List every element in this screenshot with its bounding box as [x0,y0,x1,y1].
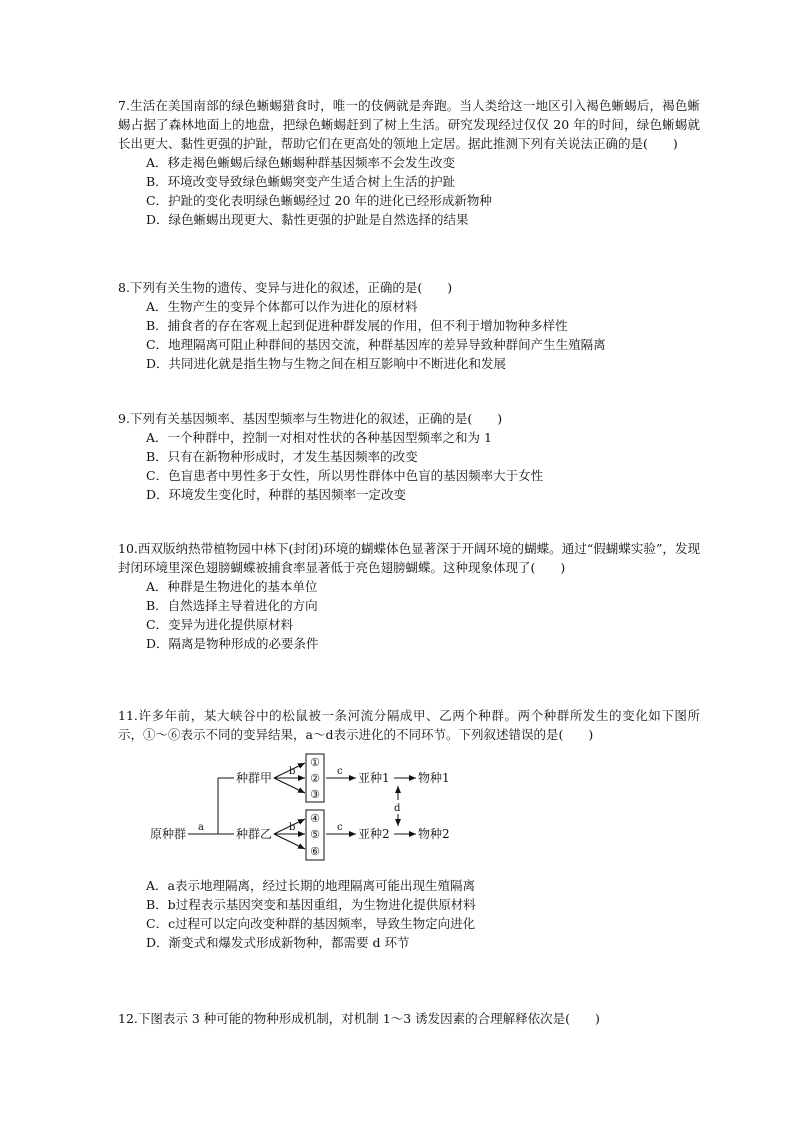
question-7-option-a: A．移走褐色蜥蜴后绿色蜥蜴种群基因频率不会发生改变 [146,155,456,170]
label-subspecies-1: 亚种1 [358,771,390,785]
question-7-stem: 7.生活在美国南部的绿色蜥蜴猎食时，唯一的伎俩就是奔跑。当人类给这一地区引入褐色蜥蜴后，褐色蜥蜴占据了森林地面上的地盘，把绿色蜥蜴赶到了树上生活。研究发现经过仅仅 20 年的时间，绿色蜥蜴就长出更大、黏性更强的护趾，帮助它们在更高处的领地上定居。据此推测下列有关说法正确的是( ) [118,98,700,151]
question-7 [118,96,700,229]
question-7-option-b: B．环境改变导致绿色蜥蜴突变产生适合树上生活的护趾 [146,174,456,189]
speciation-diagram [148,750,478,866]
label-c-bottom: c [337,822,343,833]
question-8-option-d: D．共同进化就是指生物与生物之间在相互影响中不断进化和发展 [146,356,507,371]
question-8-option-b: B．捕食者的存在客观上起到促进种群发展的作用，但不利于增加物种多样性 [146,318,568,333]
question-10-option-b: B．自然选择主导着进化的方向 [146,598,318,613]
label-original-population: 原种群 [150,827,187,841]
label-a: a [198,822,204,833]
question-10 [118,539,700,653]
arrow-b3 [274,834,305,849]
label-species-1: 物种1 [418,771,450,785]
question-10-option-a: A．种群是生物进化的基本单位 [146,579,318,594]
label-subspecies-2: 亚种2 [358,827,390,841]
question-10-option-d: D．隔离是物种形成的必要条件 [146,636,319,651]
label-b-bottom: b [289,822,296,833]
question-9 [118,409,700,504]
question-9-option-c: C．色盲患者中男性多于女性，所以男性群体中色盲的基因频率大于女性 [146,468,544,483]
arrow-a3 [274,778,305,793]
question-11-stem: 11.许多年前，某大峡谷中的松鼠被一条河流分隔成甲、乙两个种群。两个种群所发生的变化如下图所示，①～⑥表示不同的变异结果，a～d表示进化的不同环节。下列叙述错误的是( ) [118,708,700,742]
label-population-a: 种群甲 [236,771,273,785]
question-9-stem: 9.下列有关基因频率、基因型频率与生物进化的叙述，正确的是( ) [118,411,503,426]
question-9-option-b: B．只有在新物种形成时，才发生基因频率的改变 [146,449,418,464]
question-11-option-b: B．b过程表示基因突变和基因重组，为生物进化提供原材料 [146,897,476,912]
mutation-5: ⑤ [310,828,320,841]
mutation-6: ⑥ [310,845,320,858]
question-7-option-d: D．绿色蜥蜴出现更大、黏性更强的护趾是自然选择的结果 [146,212,469,227]
question-9-option-d: D．环境发生变化时，种群的基因频率一定改变 [146,487,407,502]
mutation-1: ① [310,756,320,769]
label-d: d [394,803,401,814]
question-10-option-c: C．变异为进化提供原材料 [146,617,294,632]
mutation-3: ③ [310,788,320,801]
question-11 [118,706,700,744]
question-7-option-c: C．护趾的变化表明绿色蜥蜴经过 20 年的进化已经形成新物种 [146,193,492,208]
mutation-2: ② [310,772,320,785]
label-population-b: 种群乙 [236,827,273,841]
label-species-2: 物种2 [418,827,450,841]
question-8 [118,278,700,373]
label-b-top: b [289,766,296,777]
question-9-option-a: A．一个种群中，控制一对相对性状的各种基因型频率之和为 1 [146,430,492,445]
question-8-stem: 8.下列有关生物的遗传、变异与进化的叙述，正确的是( ) [118,280,453,295]
question-11-options [118,876,700,952]
question-10-stem: 10.西双版纳热带植物园中林下(封闭)环境的蝴蝶体色显著深于开阔环境的蝴蝶。通过“假蝴蝶实验”，发现封闭环境里深色翅膀蝴蝶被捕食率显著低于亮色翅膀蝴蝶。这种现象体现了( ) [118,541,700,575]
question-12-stem: 12.下图表示 3 种可能的物种形成机制，对机制 1～3 诱发因素的合理解释依次是( ) [118,1011,600,1026]
question-11-option-d: D．渐变式和爆发式形成新物种，都需要 d 环节 [146,935,410,950]
question-11-option-c: C．c过程可以定向改变种群的基因频率，导致生物定向进化 [146,916,476,931]
question-8-option-a: A．生物产生的变异个体都可以作为进化的原材料 [146,299,418,314]
label-c-top: c [337,766,343,777]
question-12 [118,1009,700,1028]
question-11-option-a: A．a表示地理隔离，经过长期的地理隔离可能出现生殖隔离 [146,878,475,893]
mutation-4: ④ [310,812,320,825]
question-8-option-c: C．地理隔离可阻止种群间的基因交流，种群基因库的差异导致种群间产生生殖隔离 [146,337,606,352]
